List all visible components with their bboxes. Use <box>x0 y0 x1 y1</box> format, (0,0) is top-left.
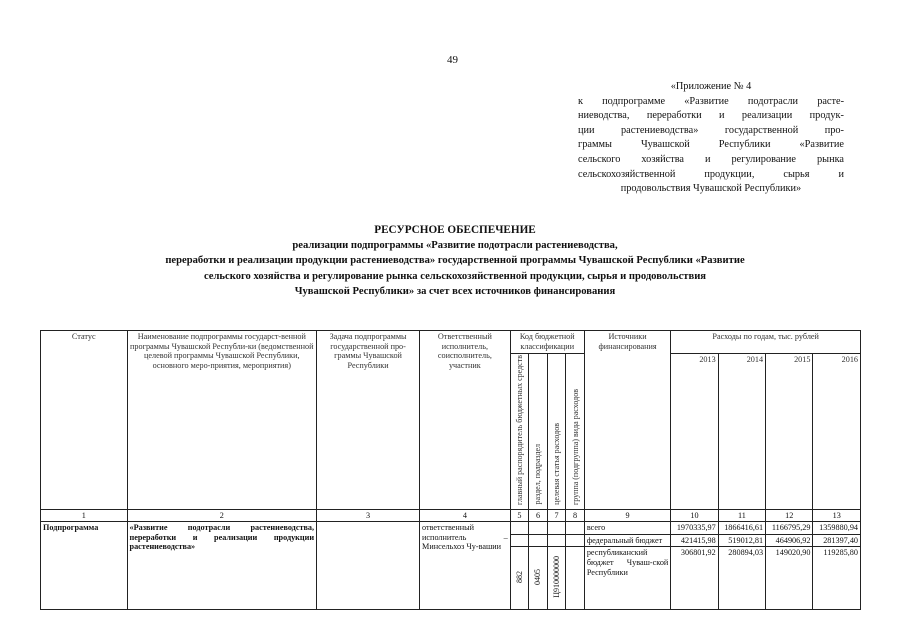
code-section: 0405 <box>529 547 548 610</box>
row-status: Подпрограмма <box>41 522 128 610</box>
value-cell: 281397,40 <box>813 534 861 547</box>
row-executor: ответственный исполнитель – Минсельхоз Чу-вашии <box>420 522 511 610</box>
header-executor: Ответственный исполнитель, соисполнитель, участник <box>420 331 511 510</box>
resource-table <box>40 330 861 610</box>
appendix-heading: «Приложение № 4 <box>670 81 752 92</box>
appendix-line: ции растениеводства» государственной про- <box>578 124 844 136</box>
column-number: 1 <box>41 509 128 522</box>
source-cell: республиканский бюджет Чуваш-ской Республики <box>584 547 671 610</box>
code-cell <box>529 534 548 547</box>
row-name: «Развитие подотрасли растениеводства, переработки и реализации продукции растениеводства» <box>127 522 317 610</box>
code-cell <box>510 522 529 535</box>
header-code-group: группа (подгруппа) вида расходов <box>566 354 585 510</box>
table-row <box>41 522 861 535</box>
value-cell: 1866416,61 <box>718 522 765 535</box>
value-cell: 149020,90 <box>766 547 813 610</box>
value-cell: 119285,80 <box>813 547 861 610</box>
value-cell: 1970335,97 <box>671 522 718 535</box>
header-task: Задача подпрограммы государственной про-граммы Чувашской Республики <box>317 331 420 510</box>
code-group <box>566 547 585 610</box>
column-number: 4 <box>420 509 511 522</box>
header-name: Наименование подпрограммы государст-венной программы Чувашской Республи-ки (ведомственной целевой программы Чувашской Республики, основного меро-приятия, мероприятия) <box>127 331 317 510</box>
appendix-line: граммы Чувашской Республики «Развитие <box>578 139 844 151</box>
title-heading: РЕСУРСНОЕ ОБЕСПЕЧЕНИЕ <box>374 224 536 236</box>
document-title <box>60 223 850 299</box>
title-line: переработки и реализации продукции растениеводства» государственной программы Чувашской Республики «Развитие <box>165 255 745 267</box>
column-number: 12 <box>766 509 813 522</box>
code-cell <box>547 522 566 535</box>
value-cell: 421415,98 <box>671 534 718 547</box>
column-number: 7 <box>547 509 566 522</box>
value-cell: 280894,03 <box>718 547 765 610</box>
code-cell <box>529 522 548 535</box>
header-code-grbs: главный распорядитель бюджетных средств <box>510 354 529 510</box>
code-target: Ц910000000 <box>547 547 566 610</box>
column-number: 6 <box>529 509 548 522</box>
column-number: 8 <box>566 509 585 522</box>
header-year: 2015 <box>766 354 813 510</box>
header-year: 2014 <box>718 354 765 510</box>
column-number: 13 <box>813 509 861 522</box>
column-numbers-row <box>41 509 861 522</box>
title-line: реализации подпрограммы «Развитие подотрасли растениеводства, <box>292 240 618 252</box>
appendix-line: к подпрограмме «Развитие подотрасли расте- <box>578 95 844 107</box>
appendix-line: продовольствия Чувашской Республики» <box>620 183 802 195</box>
value-cell: 1359880,94 <box>813 522 861 535</box>
code-cell <box>510 534 529 547</box>
header-status: Статус <box>41 331 128 510</box>
code-cell <box>566 522 585 535</box>
header-code-section: раздел, подраздел <box>529 354 548 510</box>
column-number: 9 <box>584 509 671 522</box>
header-year: 2016 <box>813 354 861 510</box>
code-cell <box>566 534 585 547</box>
row-task <box>317 522 420 610</box>
column-number: 11 <box>718 509 765 522</box>
header-expenses: Расходы по годам, тыс. рублей <box>671 331 861 354</box>
title-line: сельского хозяйства и регулирование рынка сельскохозяйственной продукции, сырья и продовольствия <box>203 270 707 282</box>
source-cell: всего <box>584 522 671 535</box>
header-code-target: целевая статья расходов <box>547 354 566 510</box>
appendix-note <box>578 80 844 197</box>
title-line: Чувашской Республики» за счет всех источников финансирования <box>294 285 616 297</box>
value-cell: 1166795,29 <box>766 522 813 535</box>
code-cell <box>547 534 566 547</box>
page-number: 49 <box>447 54 458 66</box>
appendix-line: сельского хозяйства и регулирование рынка <box>578 153 844 165</box>
column-number: 10 <box>671 509 718 522</box>
appendix-line: сельскохозяйственной продукции, сырья и <box>578 168 844 180</box>
value-cell: 519012,81 <box>718 534 765 547</box>
appendix-line: ниеводства, переработки и реализации продук- <box>578 110 844 122</box>
value-cell: 306801,92 <box>671 547 718 610</box>
column-number: 2 <box>127 509 317 522</box>
header-budget-code: Код бюджетной классификации <box>510 331 584 354</box>
column-number: 5 <box>510 509 529 522</box>
value-cell: 464906,92 <box>766 534 813 547</box>
column-number: 3 <box>317 509 420 522</box>
header-year: 2013 <box>671 354 718 510</box>
source-cell: федеральный бюджет <box>584 534 671 547</box>
header-sources: Источники финансирования <box>584 331 671 510</box>
code-grbs: 882 <box>510 547 529 610</box>
